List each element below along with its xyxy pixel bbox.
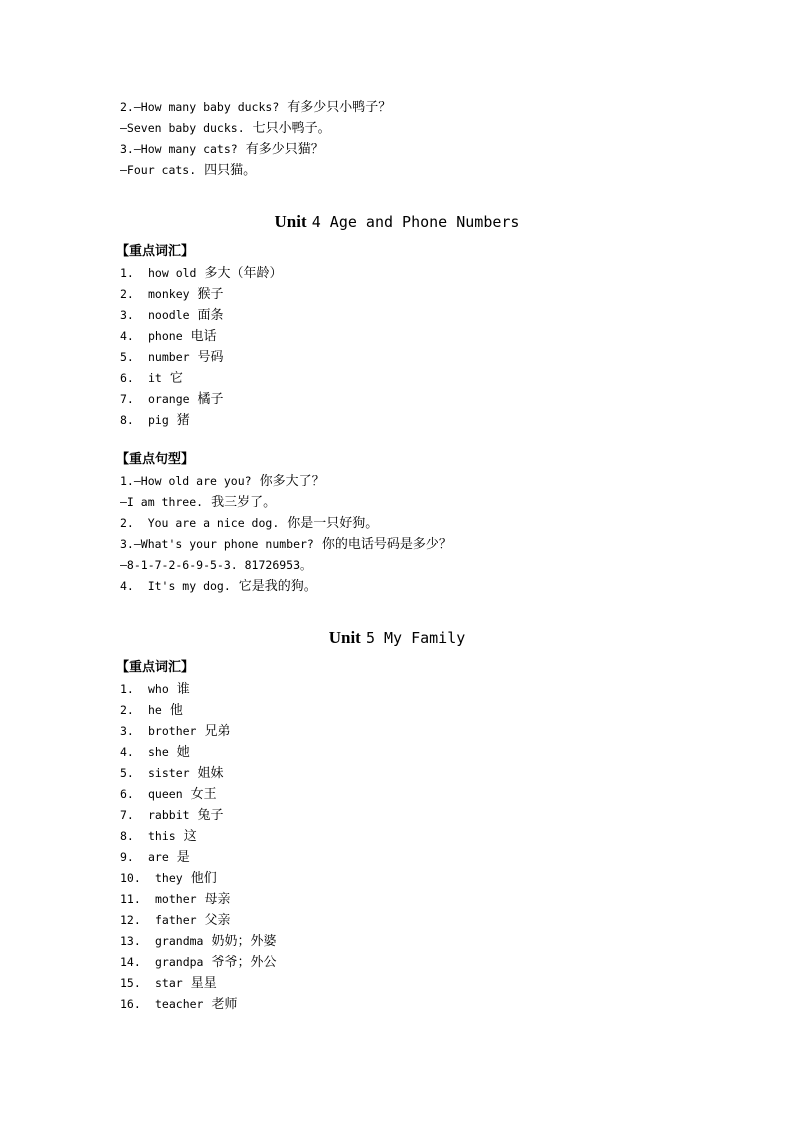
vocab-item bbox=[120, 784, 217, 804]
vocab-cn: 母亲 bbox=[204, 892, 231, 907]
vocab-item bbox=[120, 763, 224, 783]
unit4-title bbox=[0, 210, 794, 234]
vocab-en: sister bbox=[148, 766, 190, 780]
vocab-cn: 星星 bbox=[190, 976, 217, 991]
sentence-cn: 四只猫。 bbox=[204, 163, 257, 178]
vocab-item bbox=[120, 826, 197, 846]
sentence-cn: 我三岁了。 bbox=[211, 495, 277, 510]
vocab-cn: 多大（年龄） bbox=[204, 266, 283, 281]
vocab-en: how old bbox=[148, 266, 197, 280]
vocab-num: 8. bbox=[120, 829, 134, 843]
vocab-item bbox=[120, 910, 231, 930]
sentence-en: —Seven baby ducks. bbox=[120, 121, 245, 135]
vocab-item bbox=[120, 805, 224, 825]
vocab-num: 5. bbox=[120, 350, 134, 364]
vocab-num: 1. bbox=[120, 266, 134, 280]
sentence-line bbox=[120, 139, 324, 159]
sentence-line bbox=[120, 534, 452, 554]
sentence-en: 3.—How many cats? bbox=[120, 142, 238, 156]
unit5-vocab-header: 【重点词汇】 bbox=[116, 660, 195, 675]
vocab-en: it bbox=[148, 371, 162, 385]
vocab-num: 13. bbox=[120, 934, 141, 948]
vocab-en: pig bbox=[148, 413, 169, 427]
sentence-en: 3.—What's your phone number? bbox=[120, 537, 314, 551]
unit-word: Unit bbox=[328, 628, 361, 647]
sentence-line bbox=[120, 555, 312, 575]
vocab-en: orange bbox=[148, 392, 190, 406]
vocab-num: 7. bbox=[120, 808, 134, 822]
vocab-num: 12. bbox=[120, 913, 141, 927]
unit4-vocab-header: 【重点词汇】 bbox=[116, 244, 195, 259]
vocab-num: 1. bbox=[120, 682, 134, 696]
vocab-cn: 电话 bbox=[190, 329, 217, 344]
vocab-item bbox=[120, 847, 190, 867]
sentence-cn: 有多少只猫？ bbox=[245, 142, 324, 157]
sentence-line bbox=[120, 576, 317, 596]
sentence-line bbox=[120, 118, 331, 138]
vocab-item bbox=[120, 347, 224, 367]
vocab-num: 2. bbox=[120, 287, 134, 301]
vocab-cn: 父亲 bbox=[204, 913, 231, 928]
vocab-cn: 橘子 bbox=[197, 392, 224, 407]
vocab-en: monkey bbox=[148, 287, 190, 301]
sentence-line bbox=[120, 471, 325, 491]
vocab-cn: 猴子 bbox=[197, 287, 224, 302]
vocab-cn: 是 bbox=[176, 850, 190, 865]
sentence-en: 2. You are a nice dog. bbox=[120, 516, 280, 530]
vocab-en: they bbox=[155, 871, 183, 885]
vocab-en: who bbox=[148, 682, 169, 696]
vocab-en: noodle bbox=[148, 308, 190, 322]
vocab-item bbox=[120, 973, 217, 993]
unit-title-rest: 5 My Family bbox=[365, 629, 466, 647]
vocab-cn: 兄弟 bbox=[204, 724, 231, 739]
vocab-item bbox=[120, 952, 276, 972]
vocab-num: 9. bbox=[120, 850, 134, 864]
sentence-en: —Four cats. bbox=[120, 163, 197, 177]
vocab-cn: 女王 bbox=[190, 787, 217, 802]
vocab-en: number bbox=[148, 350, 190, 364]
vocab-item bbox=[120, 742, 190, 762]
vocab-item bbox=[120, 679, 190, 699]
sentence-cn: 它是我的狗。 bbox=[238, 579, 317, 594]
sentence-line bbox=[120, 492, 276, 512]
vocab-item bbox=[120, 326, 217, 346]
vocab-cn: 老师 bbox=[211, 997, 238, 1012]
vocab-num: 4. bbox=[120, 745, 134, 759]
vocab-num: 6. bbox=[120, 371, 134, 385]
vocab-num: 3. bbox=[120, 308, 134, 322]
sentence-en: —8-1-7-2-6-9-5-3. 81726953。 bbox=[120, 558, 312, 572]
vocab-item bbox=[120, 868, 217, 888]
vocab-item bbox=[120, 305, 224, 325]
vocab-cn: 奶奶；外婆 bbox=[211, 934, 277, 949]
vocab-item bbox=[120, 263, 282, 283]
vocab-cn: 兔子 bbox=[197, 808, 224, 823]
vocab-num: 16. bbox=[120, 997, 141, 1011]
vocab-en: phone bbox=[148, 329, 183, 343]
sentence-cn: 有多少只小鸭子？ bbox=[287, 100, 392, 115]
vocab-item bbox=[120, 889, 231, 909]
vocab-num: 15. bbox=[120, 976, 141, 990]
sentence-line bbox=[120, 97, 391, 117]
vocab-en: star bbox=[155, 976, 183, 990]
vocab-item bbox=[120, 389, 224, 409]
vocab-item bbox=[120, 368, 183, 388]
sentence-cn: 你的电话号码是多少？ bbox=[321, 537, 452, 552]
vocab-cn: 它 bbox=[169, 371, 183, 386]
vocab-cn: 猪 bbox=[176, 413, 190, 428]
vocab-item bbox=[120, 700, 183, 720]
sentence-cn: 七只小鸭子。 bbox=[252, 121, 331, 136]
vocab-num: 6. bbox=[120, 787, 134, 801]
vocab-en: he bbox=[148, 703, 162, 717]
vocab-cn: 姐妹 bbox=[197, 766, 224, 781]
vocab-num: 7. bbox=[120, 392, 134, 406]
vocab-en: mother bbox=[155, 892, 197, 906]
vocab-item bbox=[120, 284, 224, 304]
unit-title-rest: 4 Age and Phone Numbers bbox=[311, 213, 520, 231]
sentence-cn: 你多大了？ bbox=[259, 474, 325, 489]
vocab-en: she bbox=[148, 745, 169, 759]
vocab-cn: 他 bbox=[169, 703, 183, 718]
vocab-item bbox=[120, 410, 190, 430]
sentence-line bbox=[120, 160, 256, 180]
sentence-line bbox=[120, 513, 378, 533]
vocab-num: 8. bbox=[120, 413, 134, 427]
vocab-num: 4. bbox=[120, 329, 134, 343]
vocab-item bbox=[120, 994, 237, 1014]
vocab-en: this bbox=[148, 829, 176, 843]
unit4-sentence-header: 【重点句型】 bbox=[116, 452, 195, 467]
vocab-en: are bbox=[148, 850, 169, 864]
sentence-en: —I am three. bbox=[120, 495, 204, 509]
vocab-cn: 谁 bbox=[176, 682, 190, 697]
sentence-en: 4. It's my dog. bbox=[120, 579, 231, 593]
vocab-en: teacher bbox=[155, 997, 204, 1011]
vocab-num: 3. bbox=[120, 724, 134, 738]
vocab-num: 2. bbox=[120, 703, 134, 717]
vocab-cn: 爷爷；外公 bbox=[211, 955, 277, 970]
vocab-en: queen bbox=[148, 787, 183, 801]
unit-word: Unit bbox=[274, 212, 307, 231]
vocab-cn: 号码 bbox=[197, 350, 224, 365]
vocab-num: 14. bbox=[120, 955, 141, 969]
vocab-en: rabbit bbox=[148, 808, 190, 822]
vocab-cn: 他们 bbox=[190, 871, 217, 886]
vocab-en: father bbox=[155, 913, 197, 927]
sentence-en: 2.—How many baby ducks? bbox=[120, 100, 280, 114]
vocab-num: 10. bbox=[120, 871, 141, 885]
sentence-cn: 你是一只好狗。 bbox=[287, 516, 379, 531]
vocab-cn: 面条 bbox=[197, 308, 224, 323]
vocab-en: brother bbox=[148, 724, 197, 738]
vocab-item bbox=[120, 931, 276, 951]
vocab-num: 5. bbox=[120, 766, 134, 780]
unit5-title bbox=[0, 626, 794, 650]
vocab-num: 11. bbox=[120, 892, 141, 906]
vocab-cn: 她 bbox=[176, 745, 190, 760]
vocab-en: grandpa bbox=[155, 955, 204, 969]
vocab-en: grandma bbox=[155, 934, 204, 948]
vocab-item bbox=[120, 721, 230, 741]
vocab-cn: 这 bbox=[183, 829, 197, 844]
sentence-en: 1.—How old are you? bbox=[120, 474, 252, 488]
